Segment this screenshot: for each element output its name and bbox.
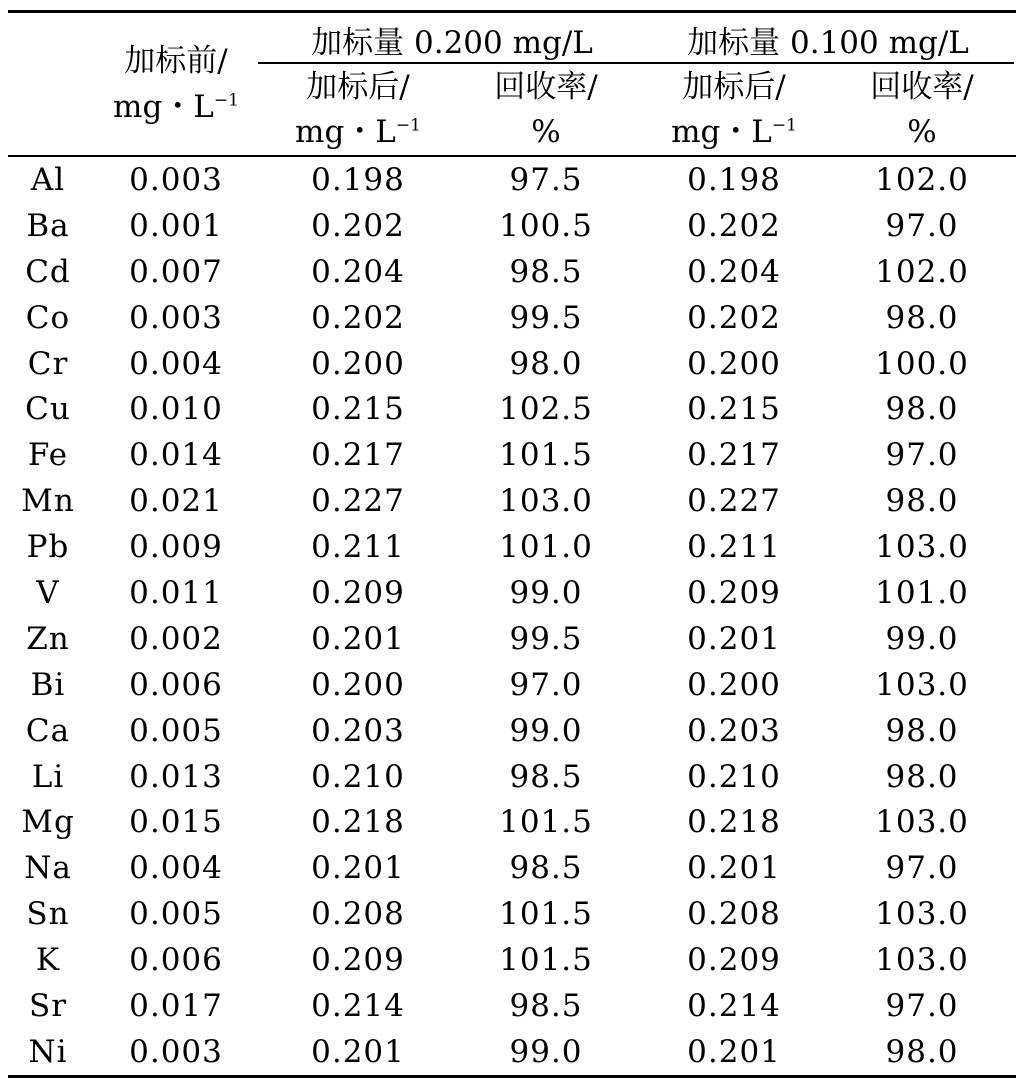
after-0100-cell: 0.203 (687, 712, 781, 749)
after-0200-cell: 0.202 (311, 207, 405, 244)
recovery-0200-cell: 99.0 (452, 1029, 640, 1076)
recovery-0100-cell: 103.0 (875, 529, 969, 566)
table-row (8, 203, 1016, 249)
before-cell: 0.010 (129, 391, 223, 428)
table-row (8, 845, 1016, 891)
element-cell: Na (24, 850, 72, 887)
before-unit: mg・$L^{-1}$ (113, 89, 239, 125)
table-row (8, 524, 1016, 570)
after-0200-cell: 0.201 (311, 620, 405, 657)
recovery-0200-cell: 99.5 (509, 620, 583, 657)
recovery-0100-cell: 101.0 (875, 574, 969, 611)
after-0200-cell: 0.227 (311, 483, 405, 520)
element-cell: Mn (21, 483, 75, 520)
before-label: 加标前/ (124, 43, 228, 79)
after-0200-cell: 0.208 (311, 896, 405, 933)
recovery-header-2: 回收率/ % (828, 65, 1016, 156)
table-row (8, 341, 1016, 387)
after-0100-cell: 0.201 (687, 620, 781, 657)
element-cell: Fe (27, 437, 69, 474)
table-header (8, 12, 1016, 157)
table-row (8, 1029, 1016, 1076)
after-0100-cell: 0.210 (687, 758, 781, 795)
element-cell: Al (30, 161, 66, 198)
table-row (8, 799, 1016, 845)
table-row (8, 937, 1016, 983)
after-0200-cell: 0.210 (311, 758, 405, 795)
before-cell: 0.005 (129, 712, 223, 749)
after-0100-cell: 0.214 (687, 987, 781, 1024)
element-cell: V (36, 574, 60, 611)
recovery-0100-cell: 103.0 (875, 804, 969, 841)
after-0100-cell: 0.200 (687, 666, 781, 703)
recovery-0200-cell: 100.5 (499, 207, 593, 244)
recovery-0100-cell: 98.0 (885, 299, 959, 336)
after-0100-cell: 0.202 (687, 207, 781, 244)
recovery-0100-cell: 103.0 (875, 666, 969, 703)
recovery-0200-cell: 98.0 (509, 345, 583, 382)
recovery-0200-cell: 101.5 (499, 942, 593, 979)
after-spike-header-1: 加标后/ mg・$L^{-1}$ (264, 65, 452, 156)
after-0100-cell: 0.209 (687, 942, 781, 979)
after-0200-cell: 0.200 (311, 345, 405, 382)
after-0200-cell: 0.209 (311, 942, 405, 979)
after-spike-header-2: 加标后/ mg・$L^{-1}$ (640, 65, 828, 156)
recovery-0200-cell: 101.5 (499, 804, 593, 841)
after-0100-cell: 0.200 (687, 345, 781, 382)
recovery-0100-cell: 98.0 (885, 758, 959, 795)
recovery-0100-cell: 97.0 (885, 437, 959, 474)
after-0200-cell: 0.209 (311, 574, 405, 611)
table-body (8, 156, 1016, 1076)
table-row (8, 754, 1016, 800)
recovery-0100-cell: 98.0 (885, 483, 959, 520)
table-row (8, 295, 1016, 341)
before-cell: 0.004 (129, 850, 223, 887)
after-0200-cell: 0.203 (311, 712, 405, 749)
after-0200-cell: 0.218 (311, 804, 405, 841)
recovery-0100-cell: 103.0 (875, 896, 969, 933)
element-cell: Bi (30, 666, 66, 703)
before-cell: 0.011 (129, 574, 223, 611)
recovery-0200-cell: 99.0 (509, 574, 583, 611)
table-row (8, 662, 1016, 708)
element-cell: Co (25, 299, 71, 336)
after-0100-cell: 0.202 (687, 299, 781, 336)
table-row (8, 156, 1016, 203)
after-0200-cell: 0.214 (311, 987, 405, 1024)
recovery-0200-cell: 99.5 (509, 299, 583, 336)
recovery-0100-cell: 102.0 (875, 161, 969, 198)
table-row (8, 249, 1016, 295)
element-cell: Zn (26, 620, 70, 657)
after-0100-cell: 0.208 (687, 896, 781, 933)
before-cell: 0.002 (129, 620, 223, 657)
table-row (8, 708, 1016, 754)
element-cell: Sn (26, 896, 70, 933)
table-row (8, 570, 1016, 616)
before-cell: 0.004 (129, 345, 223, 382)
after-0100-cell: 0.215 (687, 391, 781, 428)
before-cell: 0.013 (129, 758, 223, 795)
element-cell: Cr (27, 345, 69, 382)
table-row (8, 983, 1016, 1029)
recovery-0100-cell: 103.0 (875, 942, 969, 979)
after-0200-cell: 0.201 (311, 850, 405, 887)
after-0100-cell: 0.211 (687, 529, 781, 566)
recovery-0100-cell: 100.0 (875, 345, 969, 382)
before-cell: 0.006 (129, 666, 223, 703)
recovery-0200-cell: 98.5 (509, 987, 583, 1024)
group-0100-header: 加标量 0.100 mg/L (640, 12, 1016, 66)
table-row (8, 478, 1016, 524)
after-0100-cell: 0.201 (687, 850, 781, 887)
recovery-0200-cell: 98.5 (509, 850, 583, 887)
after-0200-cell: 0.211 (311, 529, 405, 566)
table-row (8, 386, 1016, 432)
recovery-0200-cell: 101.0 (499, 529, 593, 566)
element-cell: Mg (21, 804, 75, 841)
before-cell: 0.001 (129, 207, 223, 244)
after-0100-cell: 0.201 (640, 1029, 828, 1076)
recovery-header-1: 回收率/ % (452, 65, 640, 156)
recovery-0100-cell: 98.0 (885, 712, 959, 749)
recovery-0100-cell: 98.0 (885, 391, 959, 428)
recovery-0200-cell: 101.5 (499, 437, 593, 474)
before-cell: 0.003 (88, 1029, 264, 1076)
recovery-0200-cell: 99.0 (509, 712, 583, 749)
after-0100-cell: 0.204 (687, 253, 781, 290)
element-cell: Sr (28, 987, 68, 1024)
after-0100-cell: 0.209 (687, 574, 781, 611)
recovery-0100-cell: 97.0 (885, 850, 959, 887)
group-0200-header: 加标量 0.200 mg/L (264, 12, 640, 66)
after-0200-cell: 0.198 (311, 161, 405, 198)
after-0200-cell: 0.201 (264, 1029, 452, 1076)
table-row (8, 432, 1016, 478)
recovery-0100-cell: 98.0 (828, 1029, 1016, 1076)
recovery-0100-cell: 99.0 (885, 620, 959, 657)
before-cell: 0.003 (129, 299, 223, 336)
before-cell: 0.017 (129, 987, 223, 1024)
recovery-0200-cell: 98.5 (509, 253, 583, 290)
recovery-0200-cell: 97.0 (509, 666, 583, 703)
table-row (8, 616, 1016, 662)
recovery-0200-cell: 97.5 (509, 161, 583, 198)
after-0100-cell: 0.218 (687, 804, 781, 841)
before-cell: 0.006 (129, 942, 223, 979)
element-cell: Ca (25, 712, 71, 749)
after-0200-cell: 0.217 (311, 437, 405, 474)
element-cell: K (35, 942, 61, 979)
before-cell: 0.005 (129, 896, 223, 933)
after-0200-cell: 0.204 (311, 253, 405, 290)
before-cell: 0.021 (129, 483, 223, 520)
before-cell: 0.009 (129, 529, 223, 566)
recovery-0200-cell: 103.0 (499, 483, 593, 520)
element-cell: Pb (26, 529, 70, 566)
recovery-0100-cell: 97.0 (885, 207, 959, 244)
recovery-0200-cell: 101.5 (499, 896, 593, 933)
table-row (8, 891, 1016, 937)
after-0200-cell: 0.202 (311, 299, 405, 336)
element-cell: Cu (25, 391, 71, 428)
element-cell: Ni (8, 1029, 88, 1076)
after-0100-cell: 0.227 (687, 483, 781, 520)
after-0200-cell: 0.200 (311, 666, 405, 703)
after-0100-cell: 0.217 (687, 437, 781, 474)
before-cell: 0.015 (129, 804, 223, 841)
before-cell: 0.007 (129, 253, 223, 290)
before-cell: 0.003 (129, 161, 223, 198)
recovery-0200-cell: 102.5 (499, 391, 593, 428)
recovery-0100-cell: 102.0 (875, 253, 969, 290)
recovery-0200-cell: 98.5 (509, 758, 583, 795)
recovery-table (8, 10, 1016, 1078)
after-0100-cell: 0.198 (687, 161, 781, 198)
element-cell: Ba (26, 207, 70, 244)
before-cell: 0.014 (129, 437, 223, 474)
group-divider-line (258, 62, 1014, 64)
after-0200-cell: 0.215 (311, 391, 405, 428)
element-header (8, 12, 88, 157)
element-cell: Li (31, 758, 65, 795)
recovery-0100-cell: 97.0 (885, 987, 959, 1024)
element-cell: Cd (25, 253, 71, 290)
before-spike-header (88, 12, 264, 157)
